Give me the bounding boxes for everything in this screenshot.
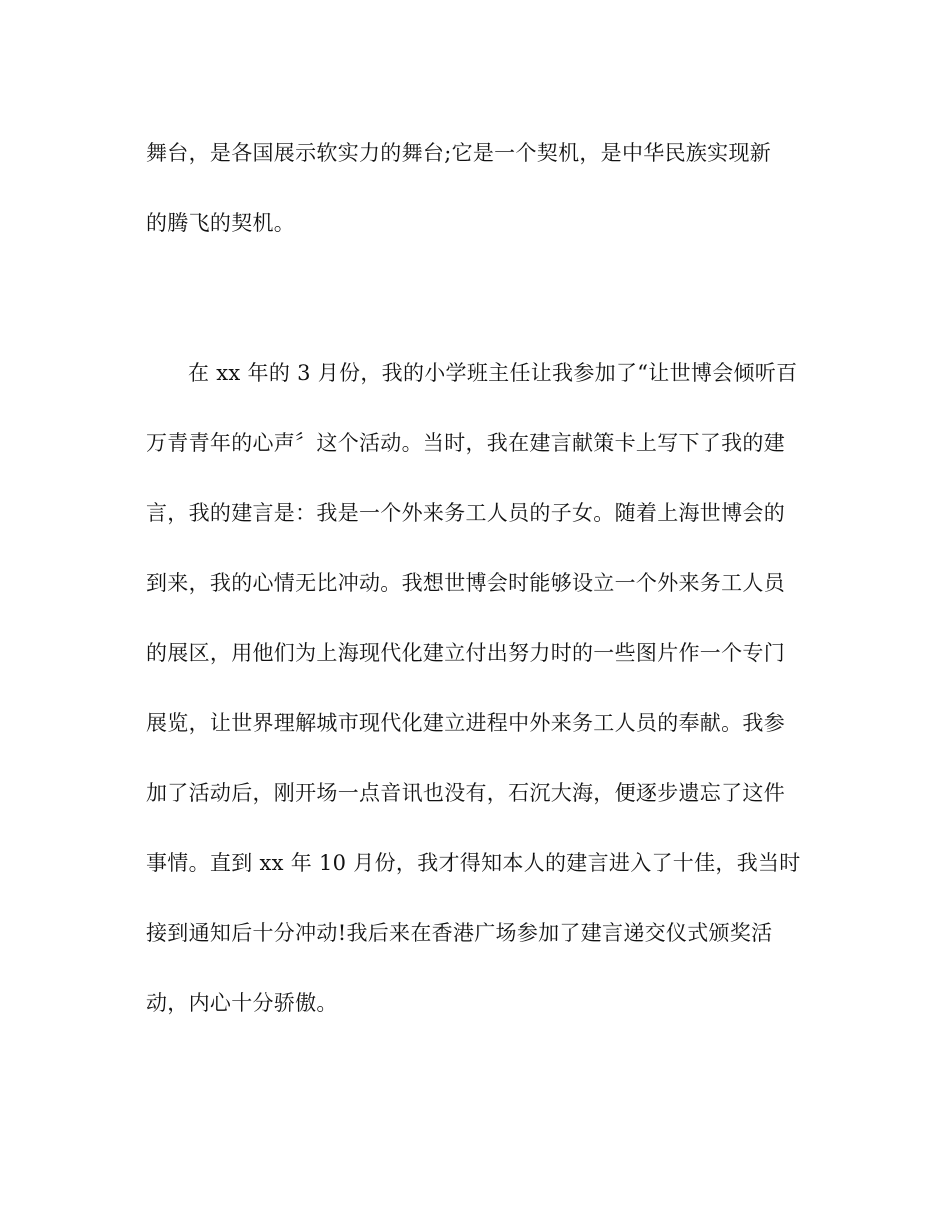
text-line: 接到通知后十分冲动!我后来在香港广场参加了建言递交仪式颁奖活 <box>146 921 773 945</box>
text-line: 加了活动后，刚开场一点音讯也没有，石沉大海，便逐步遗忘了这件 <box>146 781 785 805</box>
text-line: 展览，让世界理解城市现代化建立进程中外来务工人员的奉献。我参 <box>146 711 785 735</box>
text-line: 言，我的建言是：我是一个外来务工人员的子女。随着上海世博会的 <box>146 501 785 525</box>
text-line: 的腾飞的契机。 <box>146 211 296 235</box>
text-line: 动，内心十分骄傲。 <box>146 991 338 1015</box>
text-line: 万青青年的心声〞这个活动。当时，我在建言献策卡上写下了我的建 <box>146 431 785 455</box>
text-line: 在 xx 年的 3 月份，我的小学班主任让我参加了“让世博会倾听百 <box>188 361 798 385</box>
text-line: 事情。直到 xx 年 10 月份，我才得知本人的建言进入了十佳，我当时 <box>146 851 801 875</box>
text-line: 到来，我的心情无比冲动。我想世博会时能够设立一个外来务工人员 <box>146 571 785 595</box>
text-line: 的展区，用他们为上海现代化建立付出努力时的一些图片作一个专门 <box>146 641 785 665</box>
text-line: 舞台，是各国展示软实力的舞台;它是一个契机，是中华民族实现新 <box>146 141 772 165</box>
